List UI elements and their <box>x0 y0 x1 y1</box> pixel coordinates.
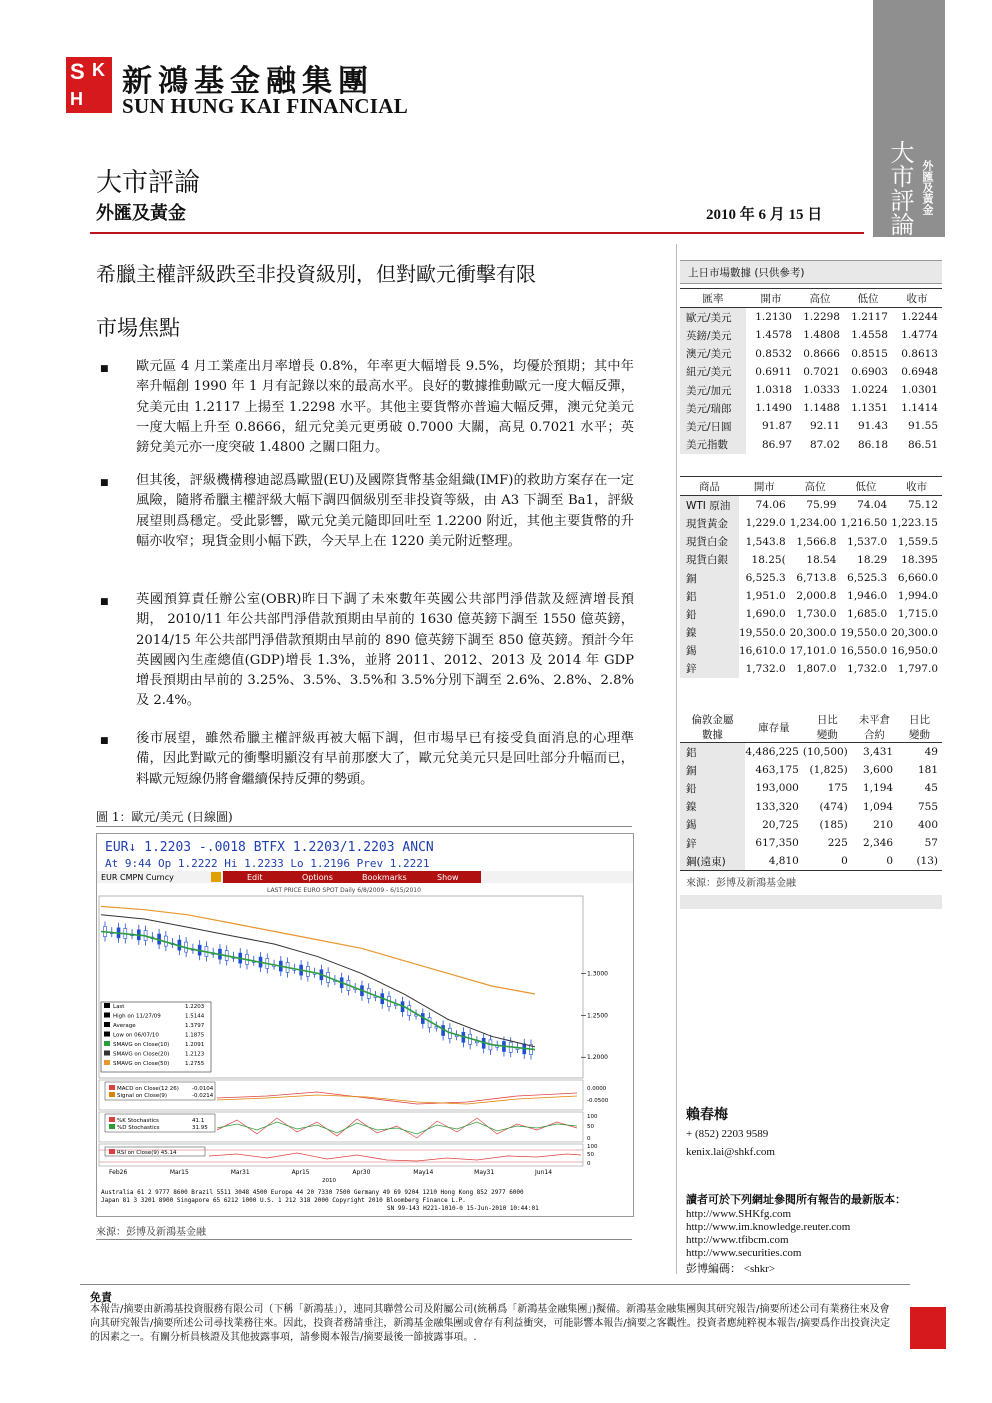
side-title: 大市評論 <box>886 140 914 236</box>
stoch-k-value: 41.1 <box>192 1118 205 1124</box>
lme-cell: 57 <box>924 837 938 850</box>
date-tick-label: Jun14 <box>535 1169 553 1176</box>
commodity-row <box>680 660 942 678</box>
price-tick-label: 1.3000 <box>587 970 608 978</box>
legend-value: 1.2123 <box>185 1051 205 1058</box>
bloomberg-code: 彭博編碼： <shkr> <box>686 1263 776 1275</box>
signal-swatch <box>109 1092 115 1097</box>
lme-cell: 193,000 <box>755 782 799 795</box>
fx-cell: 美元指數 <box>680 436 746 454</box>
report-date: 2010 年 6 月 15 日 <box>706 207 823 223</box>
stoch-d-swatch <box>109 1124 115 1129</box>
lme-cell: 鋁 <box>680 743 745 762</box>
lme-cell: 0 <box>841 855 848 868</box>
commodity-table <box>680 476 942 678</box>
chart-menu-edit[interactable]: Edit <box>247 873 263 882</box>
fx-table-wrap <box>680 288 942 454</box>
macd-value: -0.0104 <box>192 1086 214 1092</box>
commodity-cell: 1,994.0 <box>897 590 938 603</box>
fx-cell: 0.8666 <box>803 347 840 360</box>
fx-cell: 1.4578 <box>755 329 792 342</box>
bullet-icon: ■ <box>100 736 109 746</box>
commodity-header-row <box>680 477 942 496</box>
chart-menu-options[interactable]: Options <box>302 873 333 882</box>
fx-header-cell: 收市 <box>892 289 942 308</box>
date-axis <box>109 1169 552 1176</box>
legend-label: Low on 06/07/10 <box>113 1032 159 1039</box>
fx-cell: 1.0224 <box>851 384 888 397</box>
commodity-cell: 20,300.0 <box>891 626 938 639</box>
commodity-cell: 1,807.0 <box>796 662 837 675</box>
figure-rule <box>96 826 632 827</box>
chart-bar-info: LAST PRICE EURO SPOT Daily 6/8/2009 - 6/15/2010 <box>267 887 421 894</box>
commodity-cell: 現貨黃金 <box>680 514 739 532</box>
commodity-cell: 74.04 <box>857 499 888 512</box>
commodity-cell: 6,525.3 <box>847 572 888 585</box>
lme-cell: 400 <box>917 818 938 831</box>
column-divider <box>676 244 677 1274</box>
rsi-tick-0: 100 <box>587 1144 598 1150</box>
figure-caption: 圖 1：歐元/美元 (日線圖) <box>96 810 233 824</box>
lme-cell: 755 <box>917 800 938 813</box>
commodity-cell: 鉛 <box>680 605 739 623</box>
signal-value: -0.0214 <box>192 1093 214 1099</box>
fx-cell: 1.4558 <box>851 329 888 342</box>
lme-cell: 錫 <box>680 816 745 834</box>
stoch-d-label: %D Stochastics <box>117 1125 160 1131</box>
lme-cell: 49 <box>924 746 938 759</box>
commodity-header-cell: 高位 <box>790 477 841 496</box>
legend-swatch <box>104 1022 110 1027</box>
paragraph-1: 歐元區 4 月工業產出月率增長 0.8%，年率更大幅增長 9.5%，均優於預期；其中年率升幅創 1990 年 1 月有記錄以來的最高水平。良好的數據推動歐元一度大幅反彈，兌美元由 1.2117 上揚至 1.2298 水平。其他主要貨幣亦普遍大幅反彈，澳元兌美元一度大幅上升至 0.8666，紐元兌美元更勇破 0.7000 大關，高見 0.7021 水平；英鎊兌美元亦一度突破 1.4800 之關口阻力。 <box>136 359 634 456</box>
price-tick-label: 1.2500 <box>587 1012 608 1020</box>
commodity-cell: 1,543.8 <box>745 535 786 548</box>
bullet-icon: ■ <box>100 478 109 488</box>
commodity-cell: 1,715.0 <box>897 608 938 621</box>
lme-cell: 1,194 <box>863 782 894 795</box>
side-title-block <box>873 140 945 237</box>
fx-cell: 1.2130 <box>755 311 792 324</box>
chart-menu-bookmarks[interactable]: Bookmarks <box>362 873 407 882</box>
lme-row <box>680 852 942 870</box>
fx-cell: 87.02 <box>809 438 840 451</box>
lme-header-cell: 日比 變動 <box>897 712 942 743</box>
commodity-cell: 1,730.0 <box>796 608 837 621</box>
analyst-phone: + (852) 2203 9589 <box>686 1128 769 1140</box>
fx-table <box>680 288 942 454</box>
stoch-d-line <box>217 1122 577 1134</box>
side-subtitle: 外匯及黃金 <box>921 160 934 215</box>
commodity-header-cell: 商品 <box>680 477 739 496</box>
commodity-table-wrap <box>680 476 942 678</box>
commodity-cell: 現貨白銀 <box>680 551 739 569</box>
lme-cell: 鎳 <box>680 798 745 816</box>
date-tick-label: May14 <box>413 1169 434 1176</box>
url-link[interactable]: http://www.securities.com <box>686 1247 802 1259</box>
fx-cell: 0.7021 <box>803 365 840 378</box>
lme-cell: 鉛 <box>680 779 745 797</box>
logo-letter-s: S <box>70 59 85 84</box>
chart-dropdown-icon[interactable] <box>211 872 221 882</box>
lme-cell: 0 <box>886 855 894 868</box>
lme-row <box>680 816 942 834</box>
lme-cell: 3,431 <box>863 746 894 759</box>
commodity-cell: 6,525.3 <box>745 572 786 585</box>
signal-line <box>217 1095 577 1104</box>
fx-cell: 91.55 <box>907 420 938 433</box>
legend-swatch <box>104 1032 110 1037</box>
commodity-row <box>680 533 942 551</box>
fx-cell: 0.8532 <box>755 347 792 360</box>
date-tick-label: Apr15 <box>291 1169 310 1176</box>
commodity-cell: WTI 原油 <box>680 496 739 515</box>
lme-cell: 4,810 <box>768 855 799 868</box>
market-data-source: 來源：彭博及新鴻基金融 <box>680 870 942 892</box>
commodity-cell: 1,685.0 <box>847 608 888 621</box>
commodity-row <box>680 587 942 605</box>
lme-header-cell: 庫存量 <box>745 712 803 743</box>
article-headline: 希臘主權評級跌至非投資級別，但對歐元衝擊有限 <box>96 262 536 286</box>
figure-source: 來源：彭博及新鴻基金融 <box>96 1227 206 1238</box>
legend-items <box>104 1003 205 1067</box>
fx-header-row <box>680 289 942 308</box>
header-divider <box>90 232 864 234</box>
commodity-cell: 1,537.0 <box>847 535 888 548</box>
commodity-cell: 18.25( <box>751 553 786 566</box>
lme-cell: (13) <box>916 855 938 868</box>
commodity-row <box>680 569 942 587</box>
rsi-tick-1: 50 <box>587 1152 594 1158</box>
commodity-cell: 1,797.0 <box>897 662 938 675</box>
fx-cell: 86.18 <box>857 438 888 451</box>
lme-cell: 181 <box>917 764 938 777</box>
commodity-row <box>680 496 942 515</box>
lme-row <box>680 779 942 797</box>
lme-cell: 銅 <box>680 761 745 779</box>
fx-cell: 0.6948 <box>901 365 938 378</box>
lme-cell: 45 <box>924 782 938 795</box>
lme-cell: 鋼(遠東) <box>680 852 745 870</box>
macd-label: MACD on Close(12 26) <box>117 1086 179 1092</box>
rsi-label: RSI on Close(9) 45.14 <box>117 1150 177 1156</box>
fx-cell: 澳元/美元 <box>680 345 746 363</box>
lme-cell: (474) <box>819 800 848 813</box>
legend-value: 1.1875 <box>185 1032 205 1039</box>
commodity-cell: 1,559.5 <box>897 535 938 548</box>
legend-swatch <box>104 1013 110 1018</box>
commodity-cell: 6,713.8 <box>796 572 837 585</box>
commodity-cell: 18.395 <box>901 553 938 566</box>
bullet-icon: ■ <box>100 597 109 607</box>
fx-row <box>680 381 942 399</box>
lme-cell: 210 <box>873 818 894 831</box>
lme-cell: 4,486,225 <box>745 746 799 759</box>
lme-row <box>680 761 942 779</box>
lme-table-wrap <box>680 712 942 892</box>
table-footer-shade <box>680 895 942 909</box>
date-tick-label: Apr30 <box>352 1169 371 1176</box>
lme-cell: (10,500) <box>802 746 848 759</box>
commodity-cell: 1,566.8 <box>796 535 837 548</box>
commodity-cell: 16,550.0 <box>840 644 888 657</box>
fx-header-cell: 開市 <box>746 289 796 308</box>
commodity-cell: 1,216.50 <box>840 517 888 530</box>
section-title: 市場焦點 <box>96 316 180 340</box>
rsi-line <box>209 1153 581 1161</box>
date-tick-label: Mar15 <box>169 1169 189 1176</box>
rsi-swatch <box>109 1149 115 1154</box>
chart-svg <box>97 834 633 1216</box>
fx-cell: 1.0318 <box>755 384 792 397</box>
fx-cell: 歐元/美元 <box>680 308 746 327</box>
fx-header-cell: 高位 <box>796 289 844 308</box>
fx-cell: 美元/瑞郎 <box>680 399 746 417</box>
rsi-tick-2: 0 <box>587 1161 591 1167</box>
lme-cell: 2,346 <box>863 837 894 850</box>
commodity-cell: 1,732.0 <box>847 662 888 675</box>
fx-cell: 1.1488 <box>803 402 840 415</box>
commodity-row <box>680 605 942 623</box>
market-data-title: 上日市場數據 (只供參考) <box>680 260 942 284</box>
commodity-cell: 75.12 <box>907 499 938 512</box>
commodity-cell: 鋁 <box>680 587 739 605</box>
url-link[interactable]: http://www.tfibcm.com <box>686 1234 789 1246</box>
fx-cell: 1.2298 <box>803 311 840 324</box>
lme-cell: (185) <box>819 818 848 831</box>
report-title: 大市評論 <box>96 168 201 198</box>
price-tick-label: 1.2000 <box>587 1054 608 1062</box>
legend-label: Last <box>113 1004 125 1010</box>
lme-header-row <box>680 712 942 743</box>
fx-cell: 0.6911 <box>755 365 792 378</box>
legend-swatch <box>104 1060 110 1065</box>
fx-row <box>680 326 942 344</box>
fx-cell: 1.1490 <box>755 402 792 415</box>
fx-header-cell: 低位 <box>844 289 892 308</box>
legend-label: High on 11/27/09 <box>113 1013 161 1020</box>
logo-letter-h: H <box>70 89 83 109</box>
commodity-row <box>680 624 942 642</box>
brand-name-cn: 新鴻基金融集團 <box>122 64 374 99</box>
commodity-cell: 1,690.0 <box>745 608 786 621</box>
commodity-cell: 錫 <box>680 642 739 660</box>
commodity-row <box>680 551 942 569</box>
commodity-cell: 2,000.8 <box>796 590 837 603</box>
legend-label: SMAVG on Close(10) <box>113 1042 170 1048</box>
lme-row <box>680 834 942 852</box>
commodity-header-cell: 開市 <box>739 477 790 496</box>
commodity-cell: 16,610.0 <box>738 644 786 657</box>
fx-cell: 1.1351 <box>851 402 888 415</box>
lme-row <box>680 798 942 816</box>
commodity-cell: 1,951.0 <box>745 590 786 603</box>
stoch-tick-1: 50 <box>587 1124 594 1130</box>
commodity-cell: 1,229.0 <box>745 517 786 530</box>
fx-cell: 1.2244 <box>901 311 938 324</box>
stoch-d-value: 31.95 <box>192 1125 208 1131</box>
disclaimer-heading: 免責 <box>90 1291 112 1304</box>
commodity-cell: 19,550.0 <box>840 626 888 639</box>
legend-value: 1.2203 <box>185 1004 205 1010</box>
legend-value: 1.2755 <box>185 1061 205 1067</box>
fx-cell: 1.1414 <box>901 402 938 415</box>
lme-header-cell: 日比 變動 <box>803 712 852 743</box>
commodity-cell: 18.54 <box>806 553 837 566</box>
stoch-k-swatch <box>109 1117 115 1122</box>
chart-header-line2: At 9:44 Op 1.2222 Hi 1.2233 Lo 1.2196 Prev 1.2221 <box>105 857 430 870</box>
commodity-cell: 1,946.0 <box>847 590 888 603</box>
chart-menu-show[interactable]: Show <box>437 873 459 882</box>
logo-letter-k: K <box>92 60 105 80</box>
stoch-tick-2: 0 <box>587 1136 591 1142</box>
commodity-row <box>680 514 942 532</box>
lme-cell: 1,094 <box>863 800 894 813</box>
fx-cell: 美元/日圓 <box>680 417 746 435</box>
url-link[interactable]: http://www.SHKfg.com <box>686 1208 792 1220</box>
lme-cell: 鋅 <box>680 834 745 852</box>
fx-cell: 1.0301 <box>901 384 938 397</box>
analyst-name: 賴春梅 <box>686 1107 728 1123</box>
fx-cell: 美元/加元 <box>680 381 746 399</box>
chart-footer-2: Japan 81 3 3201 8900 Singapore 65 6212 1000 U.S. 1 212 318 2000 Copyright 2010 Bloomberg Finance L.P. <box>101 1197 466 1204</box>
legend-swatch <box>104 1041 110 1046</box>
eurusd-chart <box>96 833 634 1217</box>
analyst-email[interactable]: kenix.lai@shkf.com <box>686 1146 775 1158</box>
macd-tick-0: 0.0000 <box>587 1086 607 1092</box>
fx-cell: 92.11 <box>809 420 840 433</box>
legend-label: SMAVG on Close(50) <box>113 1061 170 1067</box>
fx-cell: 1.4774 <box>901 329 938 342</box>
paragraph-3: 英國預算責任辦公室(OBR)昨日下調了未來數年英國公共部門淨借款及經濟增長預期， 2010/11 年公共部門淨借款預期由早前的 1630 億英鎊下調至 1550 億英鎊，2014/15 年公共部門淨借款預期由早前的 890 億英鎊下調至 850 億英鎊。預計今年英國國內生產總值(GDP)增長 1.3%，並將 2011、2012、2013 及 2014 年 GDP 增長預期由早前的 3.25%、3.5%、3.5%和 3.5%分別下調至 2.6%、2.8%、2.8%及 2.4%。 <box>136 592 634 709</box>
macd-tick-1: -0.0500 <box>587 1098 609 1104</box>
fx-cell: 91.87 <box>761 420 792 433</box>
commodity-header-cell: 收市 <box>891 477 942 496</box>
lme-cell: 225 <box>827 837 848 850</box>
lme-cell: 175 <box>827 782 848 795</box>
chart-ticker: EUR CMPN Curncy <box>101 873 174 882</box>
stoch-k-label: %K Stochastics <box>117 1118 159 1124</box>
disclaimer-text: 本報告/摘要由新鴻基投資服務有限公司（下稱「新鴻基」），連同其聯營公司及附屬公司(統稱爲「新鴻基金融集團」)擬備。新鴻基金融集團與其研究報告/摘要所述公司有業務往來及會向其研究報告/摘要所述公司尋找業務往來。因此，投資者務請垂注，新鴻基金融集團或會存有利益衝突，可能影響本報告/摘要之客觀性。投資者應純粹視本報告/摘要爲作出投資決定的因素之一。有關分析員核證及其他披露事項，請參閱本報告/摘要最後一節披露事項。. <box>90 1304 891 1343</box>
fx-cell: 91.43 <box>857 420 888 433</box>
figure-rule-bottom <box>96 1239 632 1240</box>
fx-row <box>680 308 942 327</box>
paragraph-2: 但其後，評級機構穆迪認爲歐盟(EU)及國際貨幣基金組織(IMF)的救助方案存在一定風險，隨將希臘主權評級大幅下調四個級別至非投資等級，由 A3 下調至 Ba1，評級展望則爲穩定。受此影響，歐元兌美元隨即回吐至 1.2200 附近，其他主要貨幣的升幅亦收窄；現貨金則小幅下跌，今天早上在 1220 美元附近整理。 <box>136 473 634 549</box>
commodity-cell: 75.99 <box>806 499 837 512</box>
commodity-cell: 銅 <box>680 569 739 587</box>
chart-footer-3: SN 99-143 H221-1010-0 15-Jun-2010 10:44:01 <box>387 1205 539 1212</box>
bullet-icon: ■ <box>100 364 109 374</box>
commodity-cell: 19,550.0 <box>738 626 786 639</box>
legend-value: 1.3797 <box>185 1023 205 1029</box>
legend-swatch <box>104 1051 110 1056</box>
price-axis <box>581 970 608 1061</box>
commodity-cell: 16,950.0 <box>891 644 938 657</box>
lme-row <box>680 743 942 762</box>
commodity-cell: 1,732.0 <box>745 662 786 675</box>
lme-cell: 3,600 <box>863 764 894 777</box>
commodity-cell: 鎳 <box>680 624 739 642</box>
legend-swatch <box>104 1003 110 1008</box>
report-subtitle: 外匯及黃金 <box>96 203 186 224</box>
fx-cell: 1.2117 <box>851 311 888 324</box>
fx-row <box>680 399 942 417</box>
legend-value: 1.2091 <box>185 1042 205 1048</box>
fx-cell: 1.4808 <box>803 329 840 342</box>
fx-cell: 0.6903 <box>851 365 888 378</box>
lme-cell: 133,320 <box>755 800 799 813</box>
fx-cell: 86.97 <box>761 438 792 451</box>
fx-cell: 英鎊/美元 <box>680 326 746 344</box>
fx-header-cell: 匯率 <box>680 289 746 308</box>
stoch-tick-0: 100 <box>587 1114 598 1120</box>
lme-cell: 617,350 <box>755 837 799 850</box>
signal-label: Signal on Close(9) <box>117 1093 168 1099</box>
commodity-cell: 74.06 <box>755 499 786 512</box>
commodity-cell: 20,300.0 <box>789 626 837 639</box>
lme-header-cell: 未平倉 合約 <box>852 712 897 743</box>
brand-logo <box>66 57 112 113</box>
fx-cell: 86.51 <box>907 438 938 451</box>
commodity-cell: 1,234.00 <box>789 517 837 530</box>
footer-red-block <box>910 1307 946 1349</box>
fx-row <box>680 417 942 435</box>
legend-label: SMAVG on Close(20) <box>113 1051 170 1058</box>
lme-cell: 463,175 <box>755 764 799 777</box>
chart-header-line1: EUR↓ 1.2203 -.0018 BTFX 1.2203/1.2203 ANCN <box>105 840 434 855</box>
legend-value: 1.5144 <box>185 1013 205 1020</box>
date-tick-label: Feb26 <box>109 1169 128 1176</box>
lme-cell: (1,825) <box>809 764 848 777</box>
fx-row <box>680 436 942 454</box>
date-tick-label: May31 <box>474 1169 495 1176</box>
fx-row <box>680 363 942 381</box>
fx-cell: 紐元/美元 <box>680 363 746 381</box>
lme-table <box>680 712 942 870</box>
fx-cell: 1.0333 <box>803 384 840 397</box>
date-tick-label: Mar31 <box>230 1169 250 1176</box>
lme-header-cell: 倫敦金屬 數據 <box>680 712 745 743</box>
commodity-cell: 6,660.0 <box>897 572 938 585</box>
footer-divider <box>80 1284 910 1285</box>
urls-heading: 讀者可於下列網址參閱所有報告的最新版本： <box>686 1193 906 1206</box>
fx-cell: 0.8613 <box>901 347 938 360</box>
commodity-header-cell: 低位 <box>840 477 891 496</box>
brand-name-en: SUN HUNG KAI FINANCIAL <box>122 94 409 118</box>
commodity-cell: 1,223.15 <box>891 517 938 530</box>
lme-cell: 20,725 <box>762 818 799 831</box>
macd-swatch <box>109 1085 115 1090</box>
paragraph-4: 後市展望，雖然希臘主權評級再被大幅下調，但市場早已有接受負面消息的心理準備，因此對歐元的衝擊明顯沒有早前那麽大了，歐元兌美元只是回吐部分升幅而已，料歐元短線仍將會繼續保持反彈的勢頭。 <box>136 731 634 787</box>
commodity-cell: 現貨白金 <box>680 533 739 551</box>
chart-footer-1: Australia 61 2 9777 8600 Brazil 5511 3048 4500 Europe 44 20 7330 7500 Germany 49 69 9204 1210 Hong Kong 852 2977 6000 <box>101 1189 524 1196</box>
commodity-cell: 鋅 <box>680 660 739 678</box>
commodity-cell: 17,101.0 <box>789 644 837 657</box>
legend-label: Average <box>113 1023 136 1029</box>
fx-row <box>680 345 942 363</box>
fx-cell: 0.8515 <box>851 347 888 360</box>
url-link[interactable]: http://www.im.knowledge.reuter.com <box>686 1221 851 1233</box>
commodity-cell: 18.29 <box>857 553 888 566</box>
x-year: 2010 <box>322 1178 336 1184</box>
commodity-row <box>680 642 942 660</box>
